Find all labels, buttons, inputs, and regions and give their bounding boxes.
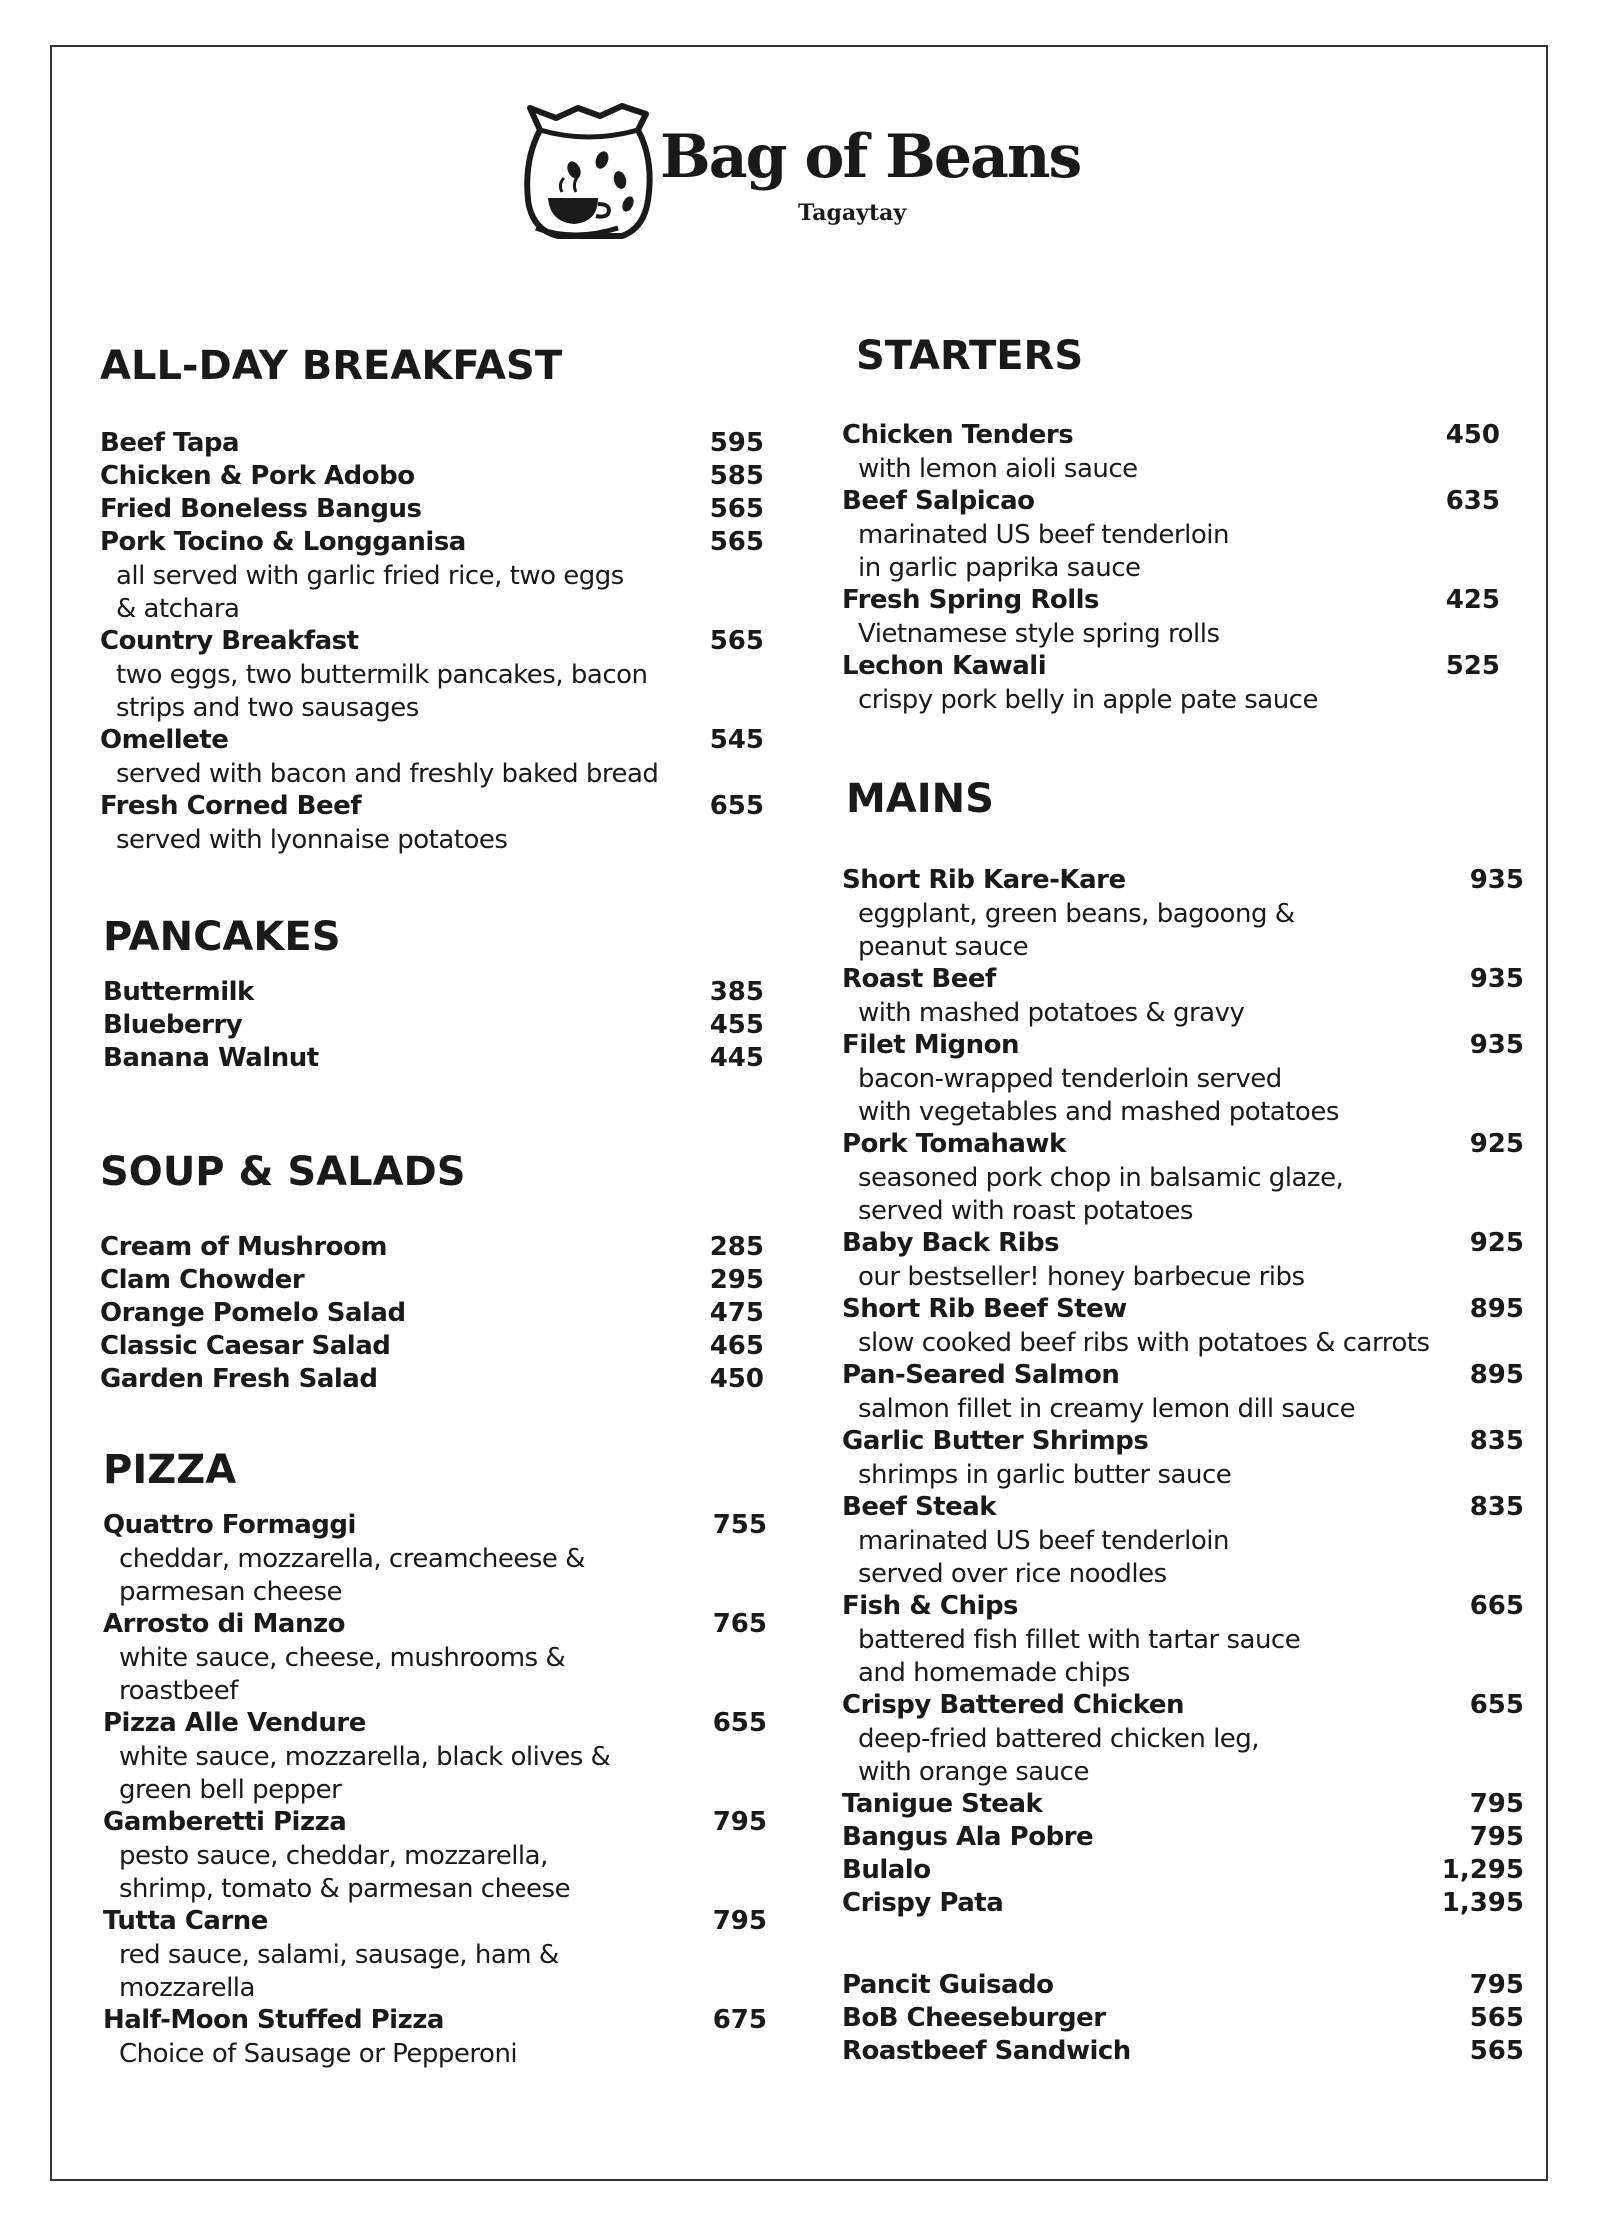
menu-item-price: 425: [1445, 585, 1500, 615]
menu-item-price: 450: [709, 1364, 764, 1394]
menu-item-price: 925: [1469, 1228, 1524, 1258]
menu-item-name: Lechon Kawali: [842, 651, 1047, 681]
menu-item: [100, 1298, 764, 1331]
menu-item-description: cheddar, mozzarella, creamcheese &: [119, 1544, 585, 1574]
menu-item-description: shrimps in garlic butter sauce: [858, 1460, 1232, 1490]
menu-item: [842, 1822, 1524, 1855]
menu-item-description: all served with garlic fried rice, two eggs: [116, 561, 624, 591]
menu-item-description: peanut sauce: [858, 932, 1029, 962]
menu-item-name: Quattro Formaggi: [103, 1510, 356, 1540]
menu-item-price: 455: [709, 1010, 764, 1040]
menu-item-price: 895: [1469, 1360, 1524, 1390]
menu-item-price: 795: [1469, 1822, 1524, 1852]
menu-item-price: 895: [1469, 1294, 1524, 1324]
menu-item-row: [842, 486, 1500, 519]
menu-item-description: green bell pepper: [119, 1775, 342, 1805]
menu-item-description: our bestseller! honey barbecue ribs: [858, 1262, 1305, 1292]
menu-item-row: [100, 725, 764, 758]
menu-item: [842, 420, 1500, 486]
menu-item: [842, 585, 1500, 651]
menu-item: [842, 486, 1500, 585]
menu-item-name: BoB Cheeseburger: [842, 2003, 1106, 2033]
menu-item-price: 665: [1469, 1591, 1524, 1621]
brand-location: Tagaytay: [798, 200, 907, 226]
menu-item-row: [100, 428, 764, 461]
menu-item-price: 385: [709, 977, 764, 1007]
menu-item-name: Buttermilk: [103, 977, 254, 1007]
menu-item-row: [842, 1690, 1524, 1723]
menu-item-row: [100, 626, 764, 659]
menu-item-price: 655: [709, 791, 764, 821]
menu-item-row: [103, 1010, 764, 1043]
menu-item-name: Crispy Battered Chicken: [842, 1690, 1185, 1720]
menu-item: [103, 1043, 764, 1076]
menu-item-row: [100, 527, 764, 560]
menu-item-name: Pork Tomahawk: [842, 1129, 1066, 1159]
menu-item-price: 795: [712, 1807, 767, 1837]
menu-item-row: [842, 2036, 1524, 2069]
menu-item-name: Short Rib Kare-Kare: [842, 865, 1126, 895]
menu-item: [100, 1265, 764, 1298]
menu-item-row: [103, 977, 764, 1010]
menu-item-name: Arrosto di Manzo: [103, 1609, 345, 1639]
item-list: [842, 1970, 1524, 2069]
menu-item-name: Short Rib Beef Stew: [842, 1294, 1127, 1324]
menu-item-name: Baby Back Ribs: [842, 1228, 1060, 1258]
menu-item-price: 635: [1445, 486, 1500, 516]
menu-item-description: white sauce, cheese, mushrooms &: [119, 1643, 566, 1673]
menu-item-name: Cream of Mushroom: [100, 1232, 387, 1262]
menu-item-description: crispy pork belly in apple pate sauce: [858, 685, 1318, 715]
menu-item-description: pesto sauce, cheddar, mozzarella,: [119, 1841, 548, 1871]
menu-item-row: [100, 791, 764, 824]
menu-item: [842, 651, 1500, 717]
menu-item-row: [842, 1591, 1524, 1624]
menu-item-name: Crispy Pata: [842, 1888, 1004, 1918]
menu-item-price: 655: [1469, 1690, 1524, 1720]
menu-item-name: Pork Tocino & Longganisa: [100, 527, 466, 557]
menu-item-description: eggplant, green beans, bagoong &: [858, 899, 1295, 929]
menu-item-name: Chicken Tenders: [842, 420, 1074, 450]
menu-item-name: Blueberry: [103, 1010, 243, 1040]
menu-item-row: [842, 1294, 1524, 1327]
menu-item: [100, 428, 764, 461]
menu-item-row: [842, 1789, 1524, 1822]
menu-item-row: [100, 1232, 764, 1265]
section-extras: [842, 1970, 1524, 2069]
menu-item: [103, 1010, 764, 1043]
menu-item: [842, 1228, 1524, 1294]
menu-item-price: 835: [1469, 1492, 1524, 1522]
menu-item-name: Filet Mignon: [842, 1030, 1019, 1060]
menu-item-name: Garlic Butter Shrimps: [842, 1426, 1149, 1456]
menu-item-row: [842, 865, 1524, 898]
menu-item-description: with lemon aioli sauce: [858, 454, 1138, 484]
menu-item-row: [842, 585, 1500, 618]
menu-item-description: battered fish fillet with tartar sauce: [858, 1625, 1301, 1655]
menu-item-price: 565: [709, 494, 764, 524]
menu-item: [842, 2003, 1524, 2036]
menu-item: [100, 494, 764, 527]
menu-item-name: Roastbeef Sandwich: [842, 2036, 1131, 2066]
menu-item-name: Clam Chowder: [100, 1265, 305, 1295]
menu-item-name: Chicken & Pork Adobo: [100, 461, 415, 491]
menu-item-description: with mashed potatoes & gravy: [858, 998, 1245, 1028]
menu-item-name: Fresh Corned Beef: [100, 791, 362, 821]
menu-item: [103, 1807, 767, 1906]
menu-item-description: Choice of Sausage or Pepperoni: [119, 2039, 518, 2069]
menu-item-row: [103, 1708, 767, 1741]
menu-item-description: marinated US beef tenderloin: [858, 520, 1229, 550]
menu-item-price: 655: [712, 1708, 767, 1738]
menu-item-name: Beef Salpicao: [842, 486, 1035, 516]
menu-item-price: 565: [709, 527, 764, 557]
menu-item: [842, 1030, 1524, 1129]
menu-item-description: red sauce, salami, sausage, ham &: [119, 1940, 559, 1970]
menu-item: [842, 1855, 1524, 1888]
menu-item-price: 565: [709, 626, 764, 656]
item-list: [103, 977, 764, 1076]
menu-item-row: [103, 1807, 767, 1840]
menu-item-description: Vietnamese style spring rolls: [858, 619, 1220, 649]
menu-item: [842, 1492, 1524, 1591]
menu-item-row: [842, 1492, 1524, 1525]
item-list: [100, 428, 764, 857]
menu-item-price: 795: [1469, 1970, 1524, 2000]
menu-item-name: Beef Steak: [842, 1492, 997, 1522]
brand-logo: [518, 100, 1081, 260]
menu-item: [103, 1708, 767, 1807]
menu-item-description: with orange sauce: [858, 1757, 1089, 1787]
menu-item-price: 765: [712, 1609, 767, 1639]
menu-item-description: two eggs, two buttermilk pancakes, bacon: [116, 660, 648, 690]
menu-item-name: Pizza Alle Vendure: [103, 1708, 366, 1738]
menu-item-name: Banana Walnut: [103, 1043, 319, 1073]
menu-item-description: white sauce, mozzarella, black olives &: [119, 1742, 611, 1772]
menu-item-price: 545: [709, 725, 764, 755]
menu-item-name: Fresh Spring Rolls: [842, 585, 1100, 615]
menu-item: [842, 1970, 1524, 2003]
menu-item-price: 795: [1469, 1789, 1524, 1819]
menu-item-row: [100, 1265, 764, 1298]
section-starters: [842, 333, 1500, 717]
menu-item-row: [100, 1298, 764, 1331]
menu-item-description: strips and two sausages: [116, 693, 419, 723]
menu-item-name: Orange Pomelo Salad: [100, 1298, 406, 1328]
item-list: [842, 865, 1524, 1921]
section-mains: [842, 776, 1524, 1921]
menu-item-price: 835: [1469, 1426, 1524, 1456]
menu-item: [842, 1789, 1524, 1822]
menu-item-row: [842, 1822, 1524, 1855]
item-list: [842, 420, 1500, 717]
menu-item-row: [103, 2005, 767, 2038]
menu-item-description: served with roast potatoes: [858, 1196, 1193, 1226]
coffee-bag-icon: [518, 100, 658, 250]
menu-item-name: Classic Caesar Salad: [100, 1331, 391, 1361]
menu-item: [842, 1690, 1524, 1789]
menu-item: [100, 1331, 764, 1364]
menu-item-description: salmon fillet in creamy lemon dill sauce: [858, 1394, 1356, 1424]
menu-item: [100, 791, 764, 857]
menu-item-description: deep-fried battered chicken leg,: [858, 1724, 1260, 1754]
menu-item: [842, 1360, 1524, 1426]
menu-item-description: in garlic paprika sauce: [858, 553, 1141, 583]
menu-item-name: Pan-Seared Salmon: [842, 1360, 1120, 1390]
menu-item-name: Country Breakfast: [100, 626, 359, 656]
menu-item-row: [842, 420, 1500, 453]
menu-item-row: [103, 1609, 767, 1642]
menu-item-price: 450: [1445, 420, 1500, 450]
menu-item-price: 675: [712, 2005, 767, 2035]
menu-item-row: [842, 1129, 1524, 1162]
menu-item-row: [100, 461, 764, 494]
menu-item-description: marinated US beef tenderloin: [858, 1526, 1229, 1556]
menu-item-row: [842, 1426, 1524, 1459]
menu-item: [103, 1510, 767, 1609]
menu-item-price: 1,395: [1441, 1888, 1524, 1918]
menu-item-row: [103, 1043, 764, 1076]
menu-item-description: served with lyonnaise potatoes: [116, 825, 508, 855]
menu-item-description: seasoned pork chop in balsamic glaze,: [858, 1163, 1344, 1193]
menu-item-row: [103, 1510, 767, 1543]
menu-item: [103, 977, 764, 1010]
section-title: STARTERS: [856, 333, 1084, 379]
menu-item-price: 285: [709, 1232, 764, 1262]
section-soups: [100, 1149, 764, 1397]
menu-item: [100, 461, 764, 494]
section-title: SOUP & SALADS: [100, 1149, 466, 1195]
menu-item-row: [842, 2003, 1524, 2036]
menu-item-description: served with bacon and freshly baked bread: [116, 759, 659, 789]
menu-item-name: Bangus Ala Pobre: [842, 1822, 1094, 1852]
section-pizza: [103, 1447, 767, 2071]
section-title: ALL-DAY BREAKFAST: [100, 343, 563, 389]
menu-item-name: Pancit Guisado: [842, 1970, 1054, 2000]
menu-item-price: 1,295: [1441, 1855, 1524, 1885]
menu-item-description: with vegetables and mashed potatoes: [858, 1097, 1339, 1127]
menu-item: [103, 2005, 767, 2071]
menu-item-name: Gamberetti Pizza: [103, 1807, 347, 1837]
menu-item-price: 445: [709, 1043, 764, 1073]
menu-item-name: Fish & Chips: [842, 1591, 1019, 1621]
menu-item-price: 935: [1469, 964, 1524, 994]
menu-item: [842, 1294, 1524, 1360]
menu-item-price: 795: [712, 1906, 767, 1936]
menu-item-row: [842, 1888, 1524, 1921]
menu-item: [842, 2036, 1524, 2069]
menu-item: [103, 1906, 767, 2005]
menu-item: [100, 1232, 764, 1265]
menu-item: [103, 1609, 767, 1708]
menu-item-name: Omellete: [100, 725, 229, 755]
menu-item-row: [842, 1855, 1524, 1888]
menu-item-price: 295: [709, 1265, 764, 1295]
menu-item-description: & atchara: [116, 594, 240, 624]
section-title: MAINS: [846, 776, 994, 822]
menu-item: [842, 1129, 1524, 1228]
menu-item: [842, 865, 1524, 964]
section-pancakes: [103, 914, 764, 1076]
item-list: [100, 1232, 764, 1397]
menu-item-price: 525: [1445, 651, 1500, 681]
menu-item-price: 755: [712, 1510, 767, 1540]
menu-item-name: Half-Moon Stuffed Pizza: [103, 2005, 444, 2035]
menu-item-name: Garden Fresh Salad: [100, 1364, 378, 1394]
menu-item-name: Bulalo: [842, 1855, 931, 1885]
menu-item-name: Roast Beef: [842, 964, 996, 994]
menu-item-row: [842, 1228, 1524, 1261]
menu-item-row: [842, 1030, 1524, 1063]
section-breakfast: [100, 343, 764, 857]
menu-item-description: parmesan cheese: [119, 1577, 343, 1607]
menu-item-row: [842, 1360, 1524, 1393]
menu-item-price: 925: [1469, 1129, 1524, 1159]
menu-item-price: 565: [1469, 2003, 1524, 2033]
menu-item: [100, 1364, 764, 1397]
menu-item-row: [842, 964, 1524, 997]
section-title: PIZZA: [103, 1447, 237, 1493]
menu-item-row: [100, 1364, 764, 1397]
menu-item-row: [100, 1331, 764, 1364]
menu-item-description: and homemade chips: [858, 1658, 1130, 1688]
menu-item-row: [103, 1906, 767, 1939]
menu-item-row: [100, 494, 764, 527]
menu-item: [842, 1426, 1524, 1492]
menu-item-price: 935: [1469, 865, 1524, 895]
menu-item-description: mozzarella: [119, 1973, 255, 2003]
menu-item-description: served over rice noodles: [858, 1559, 1167, 1589]
menu-item-row: [842, 1970, 1524, 2003]
menu-item-price: 475: [709, 1298, 764, 1328]
menu-item-price: 465: [709, 1331, 764, 1361]
menu-item-price: 565: [1469, 2036, 1524, 2066]
menu-item-description: shrimp, tomato & parmesan cheese: [119, 1874, 571, 1904]
section-title: PANCAKES: [103, 914, 341, 960]
menu-item: [100, 725, 764, 791]
menu-item: [100, 527, 764, 626]
menu-item-description: slow cooked beef ribs with potatoes & carrots: [858, 1328, 1430, 1358]
menu-item-price: 585: [709, 461, 764, 491]
menu-item-price: 595: [709, 428, 764, 458]
menu-item: [842, 1888, 1524, 1921]
menu-item-name: Tutta Carne: [103, 1906, 268, 1936]
menu-item: [842, 1591, 1524, 1690]
menu-item-price: 935: [1469, 1030, 1524, 1060]
menu-item-description: roastbeef: [119, 1676, 238, 1706]
brand-name: Bag of Beans: [660, 122, 1081, 192]
menu-item-name: Beef Tapa: [100, 428, 240, 458]
menu-item-description: bacon-wrapped tenderloin served: [858, 1064, 1282, 1094]
menu-item-row: [842, 651, 1500, 684]
item-list: [103, 1510, 767, 2071]
menu-item: [100, 626, 764, 725]
menu-item: [842, 964, 1524, 1030]
menu-item-name: Fried Boneless Bangus: [100, 494, 422, 524]
menu-item-name: Tanigue Steak: [842, 1789, 1043, 1819]
